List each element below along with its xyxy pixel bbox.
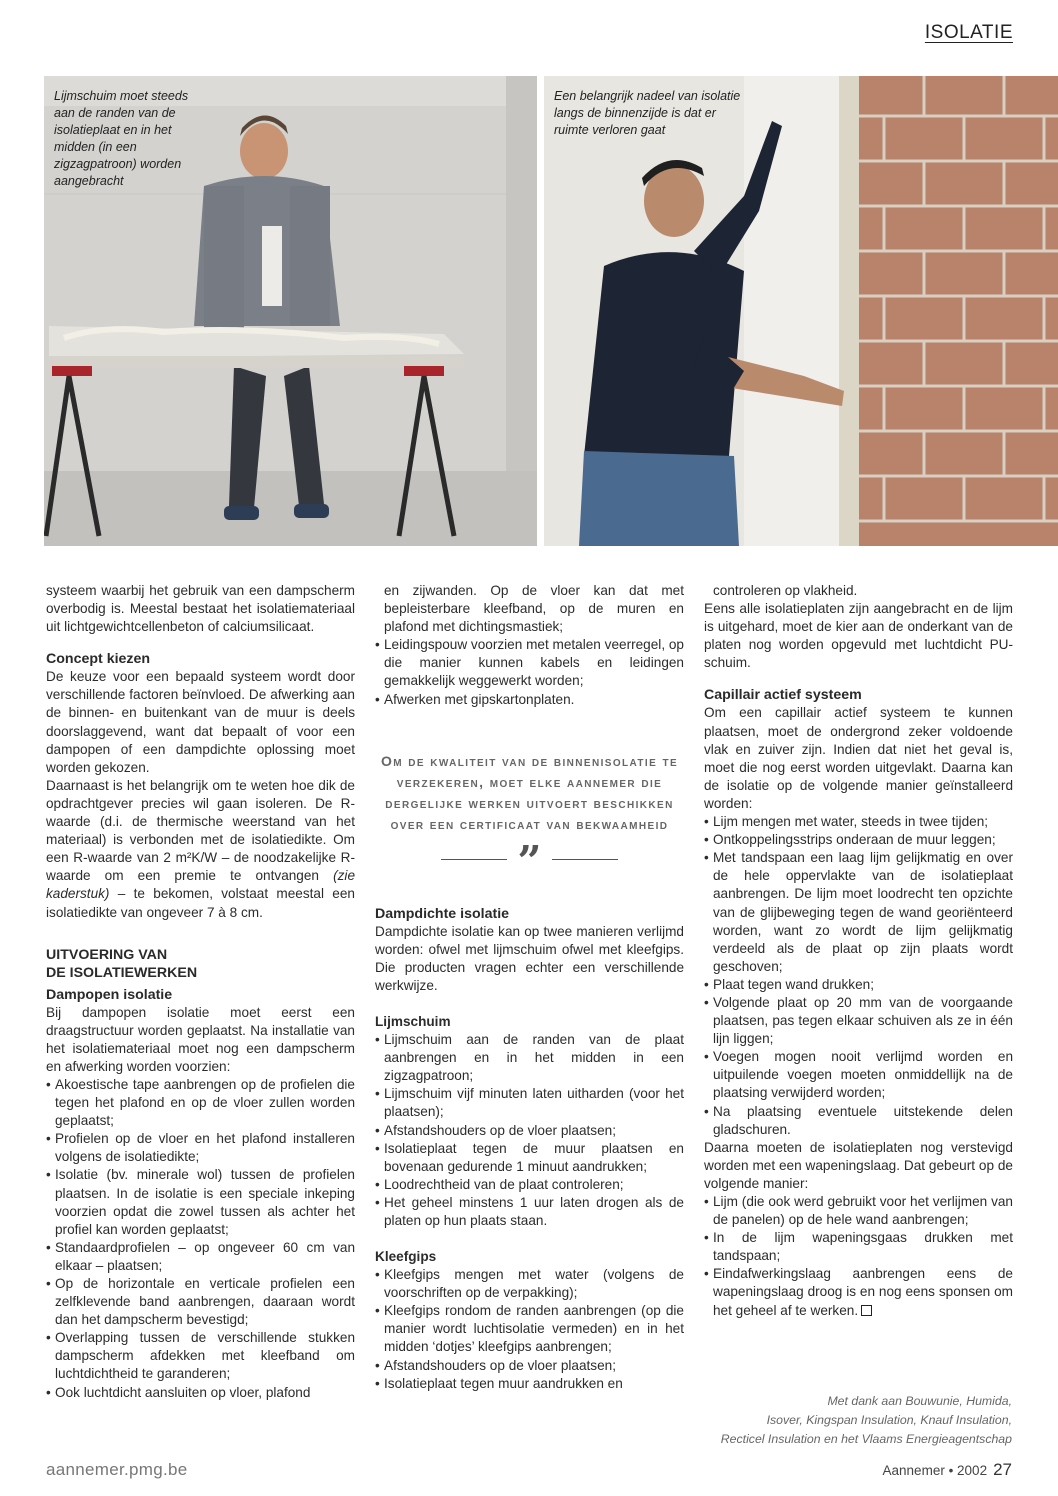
footer-website-link[interactable]: aannemer.pmg.be (46, 1460, 188, 1479)
photo-left-caption: Lijmschuim moet steeds aan de randen van de isolatieplaat en in het midden (in een zigzagpatroon) worden aangebracht (54, 89, 189, 188)
concept-paragraph-1: De keuze voor een bepaald systeem wordt door verschillende factoren beïnvloed. De afwerking aan de binnen- en buitenkant van de muur is deels doorslaggevend, want dat bepaalt of voor een dampopen of een dampdichte oplossing moet worden gekozen. (46, 669, 355, 775)
list-item: • Akoestische tape aanbrengen op de profielen die tegen het plafond en op de vloer zullen worden geplaatst; (46, 1076, 355, 1130)
uitvoering-heading (46, 946, 355, 982)
list-item: • Volgende plaat op 20 mm van de voorgaande plaatsen, pas tegen elkaar schuiven als ze in één lijn liggen; (704, 994, 1013, 1048)
list-item: • Leidingspouw voorzien met metalen veerregel, op die manier kunnen kabels en leidingen gemakkelijk weggewerkt worden; (375, 636, 684, 690)
list-item: • Ook luchtdicht aansluiten op vloer, plafond (46, 1384, 355, 1402)
list-item: • Lijm mengen met water, steeds in twee tijden; (704, 813, 1013, 831)
dampopen-heading: Dampopen isolatie (46, 986, 173, 1003)
lijmschuim-list (375, 1031, 684, 1230)
list-item: • Overlapping tussen de verschillende stukken dampscherm afdekken met kleefband om luchtdichtheid te garanderen; (46, 1329, 355, 1383)
thanks-line-2: Isover, Kingspan Insulation, Knauf Insulation, (766, 1413, 1012, 1427)
dampdicht-paragraph: Dampdichte isolatie kan op twee manieren verlijmd worden: ofwel met lijmschuim ofwel met kleefgips. Die producten vragen echter een verschillende werkwijze. (375, 923, 684, 993)
continuation-text: en zijwanden. Op de vloer kan dat met bepleisterbare kleefband, op de muren en plafond met dichtingsmastiek; (384, 583, 684, 635)
list-item: • Isolatieplaat tegen muur aandrukken en (375, 1375, 684, 1393)
list-item: • Lijmschuim vijf minuten laten uitharden (voor het plaatsen); (375, 1085, 684, 1121)
list-item: • Voegen mogen nooit verlijmd worden en uitpuilende voegen moeten onmiddellijk na de plaatsing verwijderd worden; (704, 1048, 1013, 1102)
end-of-article-icon (861, 1305, 872, 1316)
list-item: • Na plaatsing eventuele uitstekende delen gladschuren. (704, 1103, 1013, 1139)
list-item: • Afstandshouders op de vloer plaatsen; (375, 1122, 684, 1140)
magazine-issue: Aannemer • 2002 (882, 1463, 988, 1478)
continuation-text: controleren op vlakheid. (713, 583, 858, 598)
list-item: • Kleefgips mengen met water (volgens de voorschriften op de verpakking); (375, 1266, 684, 1302)
list-item: • Lijmschuim aan de randen van de plaat aanbrengen en in het midden in een zigzagpatroon; (375, 1031, 684, 1085)
concept-paragraph-2 (46, 777, 355, 922)
list-item: • Op de horizontale en verticale profielen een zelfklevende band aanbrengen, daaraan wordt dan het dampscherm bevestigd; (46, 1275, 355, 1329)
article-column-2 (375, 582, 684, 1393)
acknowledgements (692, 1392, 1012, 1449)
kleefgips-list (375, 1266, 684, 1393)
article-column-1 (46, 582, 355, 1402)
thanks-line-1: Met dank aan Bouwunie, Humida, (827, 1394, 1012, 1408)
wapening-list (704, 1193, 1013, 1320)
list-item: • Afstandshouders op de vloer plaatsen; (375, 1357, 684, 1375)
list-item: • Met tandspaan een laag lijm gelijkmatig en over de hele oppervlakte van de isolatieplaat aanbrengen. De lijm moet loodrecht ten opzichte van de glijbeweging tegen de wand georiënteerd worden, want zo wordt de lijm gelijkmatig verdeeld als de plaat op zijn plaats wordt geschoven; (704, 849, 1013, 976)
list-item-text: Eindafwerkingslaag aanbrengen eens de wapeningslaag droog is en nog eens sponsen om het geheel af te werken. (713, 1266, 1013, 1318)
photo-right-illustration (544, 76, 1058, 546)
list-item: • Lijm (die ook werd gebruikt voor het verlijmen van de panelen) op de hele wand aanbrengen; (704, 1193, 1013, 1229)
dampopen-paragraph: Bij dampopen isolatie moet eerst een draagstructuur worden geplaatst. Na installatie van het isolatiemateriaal moet nog een dampscherm en afwerking worden voorzien: (46, 1004, 355, 1074)
quote-mark-icon: ” (517, 836, 542, 886)
divider-line (441, 859, 507, 860)
photo-worker-wall (544, 76, 1058, 546)
list-item: • Het geheel minstens 1 uur laten drogen als de platen op hun plaats staan. (375, 1194, 684, 1230)
uitvoering-line2: DE ISOLATIEWERKEN (46, 964, 198, 981)
kleefgips-heading: Kleefgips (375, 1249, 437, 1265)
section-title: ISOLATIE (924, 22, 1013, 43)
photo-right-caption: Een belangrijk nadeel van isolatie langs de binnenzijde is dat er ruimte verloren gaat (554, 89, 741, 137)
list-item: • Kleefgips rondom de randen aanbrengen (op die manier wordt luchtisolatie vermeden) en in het midden ‘dotjes’ kleefgips aanbrengen; (375, 1302, 684, 1356)
list-item: • Profielen op de vloer en het plafond installeren volgens de isolatiedikte; (46, 1130, 355, 1166)
dampopen-list-cont (375, 636, 684, 708)
list-item (704, 1265, 1013, 1319)
list-item: • Isolatieplaat tegen de muur plaatsen en bovenaan gedurende 1 minuut aandrukken; (375, 1140, 684, 1176)
capillair-paragraph: Om een capillair actief systeem te kunnen plaatsen, moet de ondergrond zeker voldoende vlak en zuiver zijn. Indien dat niet het geval is, moet die nog eerst worden uitgevlakt. Daarna kan de isolatie op de volgende manier geïnstalleerd worden: (704, 705, 1013, 811)
dampdicht-heading: Dampdichte isolatie (375, 905, 510, 922)
list-item: • Ontkoppelingsstrips onderaan de muur leggen; (704, 831, 1013, 849)
concept-p2-italic: (zie kaderstuk) (46, 868, 355, 902)
dampopen-list (46, 1076, 355, 1402)
concept-p2-part2: – te bekomen, volstaat meestal een isolatiedikte van ongeveer 7 à 8 cm. (46, 886, 355, 920)
article-column-3 (704, 582, 1013, 1320)
list-item: • Plaat tegen wand drukken; (704, 976, 1013, 994)
list-item: • Loodrechtheid van de plaat controleren; (375, 1176, 684, 1194)
lijmschuim-heading: Lijmschuim (375, 1014, 451, 1030)
concept-p2-part1: Daarnaast is het belangrijk om te weten hoe dik de opdrachtgever precies wil gaan isoleren. De R-waarde (d.i. de thermische weerstand van het materiaal) is verbonden met de isolatiedikte. Om een R-waarde van 2 m²K/W – de noodzakelijke R-waarde om een premie te ontvangen (46, 777, 355, 884)
divider-line (552, 859, 618, 860)
list-item: • Standaardprofielen – op ongeveer 60 cm van elkaar – plaatsen; (46, 1239, 355, 1275)
list-item: • Isolatie (bv. minerale wol) tussen de profielen plaatsen. In de isolatie is een speciale inkeping voorzien opdat die zowel tussen als achter het profiel kan worden geplaatst; (46, 1166, 355, 1238)
capillair-heading: Capillair actief systeem (704, 687, 862, 704)
pull-quote: Om de kwaliteit van de binnenisolatie te verzekeren, moet elke aannemer die dergelijke werken uitvoert beschikken over een certificaat van bekwaamheid (380, 752, 679, 832)
quote-divider (375, 836, 684, 886)
capillair-list (704, 813, 1013, 1139)
footer-magazine-info (883, 1460, 1012, 1480)
list-item: • In de lijm wapeningsgaas drukken met tandspaan; (704, 1229, 1013, 1265)
uitvoering-line1: UITVOERING VAN (46, 946, 168, 963)
intro-paragraph: systeem waarbij het gebruik van een dampscherm overbodig is. Meestal bestaat het isolatiemateriaal uit lichtgewichtcellenbeton of calciumsilicaat. (46, 583, 355, 635)
list-item: • Afwerken met gipskartonplaten. (375, 691, 684, 709)
wapening-paragraph: Daarna moeten de isolatieplaten nog verstevigd worden met een wapeningslaag. Dat gebeurt op de volgende manier: (704, 1139, 1013, 1191)
pu-foam-paragraph: Eens alle isolatieplaten zijn aangebracht en de lijm is uitgehard, moet de kier aan de onderkant van de platen nog worden opgevuld met luchtdicht PU-schuim. (704, 601, 1013, 671)
photo-worker-foam (44, 76, 537, 546)
thanks-line-3: Recticel Insulation en het Vlaams Energieagentschap (720, 1432, 1012, 1446)
concept-heading: Concept kiezen (46, 651, 151, 668)
page-number: 27 (993, 1460, 1012, 1479)
